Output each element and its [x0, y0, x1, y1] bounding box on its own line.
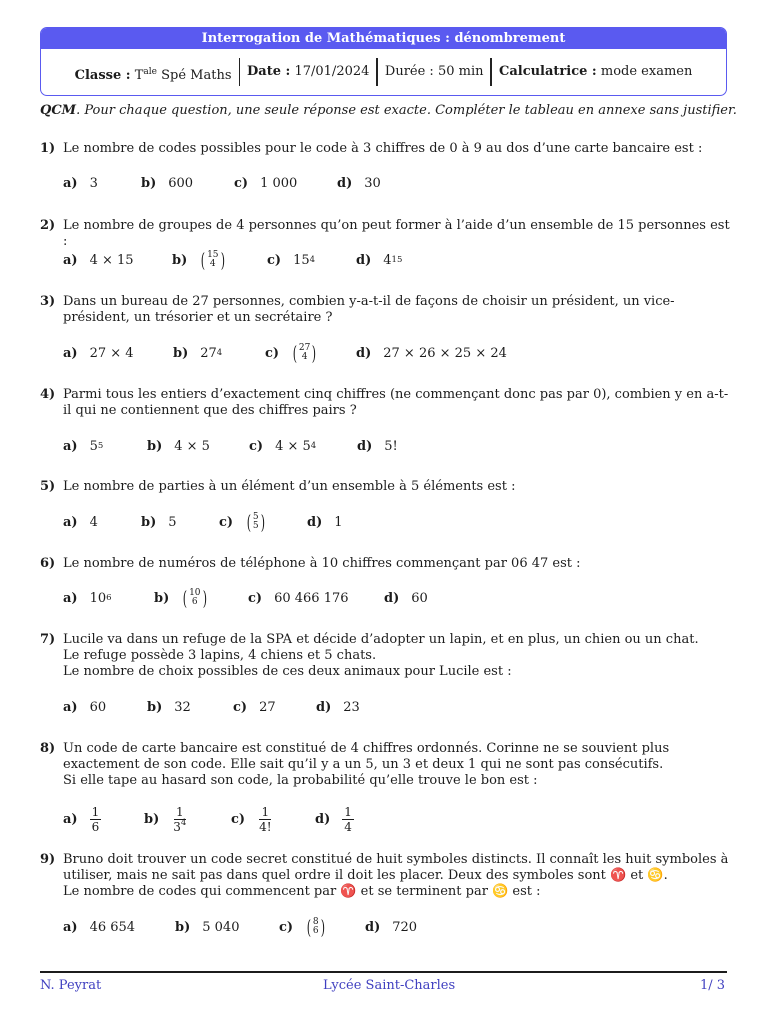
fraction [342, 805, 354, 834]
answer-label: b) [154, 590, 170, 606]
answer-a [63, 168, 98, 198]
question-stem: Le nombre de numéros de téléphone à 10 chiffres commençant par 06 47 est : [63, 556, 581, 571]
power-base: 15 [293, 252, 310, 268]
answer-b [147, 692, 191, 722]
binom-bottom: 6 [191, 597, 198, 607]
answer-value: 27 [259, 699, 276, 715]
binom-top: 27 [298, 343, 311, 353]
question-number: 4) [40, 387, 56, 402]
answer-label: a) [63, 345, 78, 361]
answer-label: b) [172, 252, 188, 268]
question-number: 5) [40, 479, 56, 494]
answer-label: a) [63, 175, 78, 191]
answer-label: b) [144, 811, 160, 827]
power-base: 4 [383, 252, 392, 268]
answer-value: 60 466 176 [274, 590, 349, 606]
answer-d [384, 583, 428, 613]
answer-value: 46 654 [89, 919, 136, 935]
answer-value: 3 [89, 175, 98, 191]
duree-value: Durée : 50 min [384, 64, 484, 79]
binomial: ( 27 4 ) [292, 341, 317, 365]
answer-value: 32 [174, 699, 191, 715]
power-exponent: 4 [180, 817, 187, 828]
stem-paragraph: Un code de carte bancaire est constitué de 4 chiffres ordonnés. Corinne ne se souvient plus exactement de son code. Elle sait qu’il y a un 5, un 3 et deux 1 qui ne sont pas consécutifs. [63, 741, 670, 772]
answer-b [141, 168, 193, 198]
question-stem [63, 632, 732, 680]
answer-c [233, 692, 276, 722]
answer-value: 27 × 4 [89, 345, 134, 361]
answer-c [249, 431, 316, 461]
power-base: 10 [89, 590, 107, 606]
answer-value: 4 15 [383, 252, 403, 268]
question-7 [40, 632, 732, 680]
answer-b [144, 801, 188, 837]
numerator: 1 [261, 804, 270, 819]
answer-label: d) [356, 345, 372, 361]
answer-value: 1 [334, 514, 343, 530]
date-cell [240, 58, 376, 86]
answer-value: 5 5 [89, 438, 104, 454]
power-base: 3 [173, 819, 181, 834]
answer-b [154, 583, 208, 613]
classe-t: T [134, 68, 144, 83]
question-number: 8) [40, 741, 56, 756]
answer-c [279, 912, 326, 942]
stem-line: Si elle tape au hasard son code, la probabilité qu’elle trouve le bon est : [63, 773, 538, 788]
binomial: ( 15 4 ) [201, 248, 225, 272]
answer-c [234, 168, 297, 198]
answer-c [248, 583, 349, 613]
answer-label: c) [265, 345, 280, 361]
answer-value: 27 4 [200, 345, 223, 361]
question-stem [63, 852, 732, 900]
answer-label: a) [63, 919, 78, 935]
question-9 [40, 852, 732, 900]
question-1 [40, 141, 732, 157]
answer-value: 4 × 5 [174, 438, 210, 454]
answer-value: 720 [392, 919, 418, 935]
answer-label: c) [279, 919, 294, 935]
footer-rule [40, 971, 727, 973]
answer-c [219, 507, 266, 537]
power-base: 27 [200, 345, 217, 361]
classe-sup: ale [143, 67, 157, 77]
duree-cell [378, 58, 491, 86]
denominator: 6 [91, 819, 100, 834]
denominator [171, 817, 188, 834]
binom-top: 15 [207, 250, 219, 260]
fraction [171, 805, 188, 834]
answer-label: c) [249, 438, 264, 454]
answer-b [173, 338, 222, 368]
answer-value: 60 [89, 699, 107, 715]
answer-d [357, 431, 398, 461]
question-number: 6) [40, 556, 56, 571]
stem-line: Lucile va dans un refuge de la SPA et décide d’adopter un lapin, et en plus, un chien ou un chat. [63, 632, 699, 647]
date-value: 17/01/2024 [294, 64, 370, 79]
question-4 [40, 387, 732, 419]
question-stem: Dans un bureau de 27 personnes, combien y-a-t-il de façons de choisir un président, un vice-président, un trésorier et un secrétaire ? [63, 294, 675, 325]
answer-b [175, 912, 239, 942]
question-6 [40, 556, 732, 572]
answer-c [265, 338, 318, 368]
answer-label: b) [147, 438, 163, 454]
answer-label: b) [173, 345, 189, 361]
footer-school: Lycée Saint-Charles [323, 978, 456, 993]
stem-line: Le refuge possède 3 lapins, 4 chiens et 5 chats. [63, 648, 377, 663]
numerator: 1 [175, 804, 184, 819]
stem-line: Le nombre de choix possibles de ces deux animaux pour Lucile est : [63, 664, 512, 679]
question-3 [40, 294, 732, 326]
answer-label: b) [175, 919, 191, 935]
binom-bottom: 6 [312, 926, 319, 936]
date-label: Date : [247, 64, 291, 79]
answer-b [172, 245, 226, 275]
answer-label: a) [63, 252, 78, 268]
answer-a [63, 583, 112, 613]
answer-a [63, 245, 134, 275]
answer-label: c) [219, 514, 234, 530]
denominator: 4 [344, 819, 352, 834]
answer-label: a) [63, 811, 78, 827]
answer-value: 4 × 5 4 [275, 438, 317, 454]
binomial: ( 5 5 ) [246, 510, 265, 534]
answer-d [356, 245, 402, 275]
question-stem: Le nombre de parties à un élément d’un ensemble à 5 éléments est : [63, 479, 516, 494]
answer-a [63, 912, 135, 942]
answer-d [307, 507, 343, 537]
answer-b [141, 507, 177, 537]
answer-label: c) [267, 252, 282, 268]
answer-d [365, 912, 417, 942]
binom-top: 10 [189, 588, 201, 598]
binom-top: 8 [312, 917, 319, 927]
numerator: 1 [344, 804, 352, 819]
answer-label: c) [233, 699, 248, 715]
answer-d [337, 168, 381, 198]
answer-value: 15 4 [293, 252, 316, 268]
answer-label: c) [234, 175, 249, 191]
answer-value: 4 [89, 514, 98, 530]
calc-label: Calculatrice : [498, 64, 597, 79]
answer-a [63, 692, 106, 722]
calc-value: mode examen [600, 64, 693, 79]
answer-a [63, 431, 103, 461]
question-stem: Le nombre de groupes de 4 personnes qu’on peut former à l’aide d’un ensemble de 15 personnes est : [63, 218, 730, 249]
answer-label: a) [63, 514, 78, 530]
question-stem [63, 741, 732, 789]
denominator: 4! [259, 819, 272, 834]
answer-label: a) [63, 438, 78, 454]
binom-bottom: 4 [301, 352, 308, 362]
question-stem: Le nombre de codes possibles pour le code à 3 chiffres de 0 à 9 au dos d’une carte bancaire est : [63, 141, 703, 156]
answer-value: 23 [343, 699, 360, 715]
product-text: 4 × 5 [275, 438, 311, 454]
binomial: ( 8 6 ) [306, 915, 325, 939]
stem-paragraph: Bruno doit trouver un code secret constitué de huit symboles distincts. Il connaît les huit symboles à utiliser, mais ne sait pas dans quel ordre il doit les placer. Deux des symboles sont ♈ et ♋. [63, 852, 729, 883]
answer-value: 4 × 15 [89, 252, 134, 268]
answer-label: c) [231, 811, 246, 827]
answer-a [63, 507, 98, 537]
binom-bottom: 5 [252, 521, 259, 531]
stem-line: Le nombre de codes qui commencent par ♈ et se terminent par ♋ est : [63, 884, 541, 899]
answer-value: 5! [384, 438, 398, 454]
power-base: 5 [89, 438, 98, 454]
answer-label: c) [248, 590, 263, 606]
binomial: ( 10 6 ) [183, 586, 207, 610]
classe-cell [68, 58, 239, 86]
fraction [257, 805, 273, 834]
calc-cell [492, 58, 699, 86]
answer-label: d) [357, 438, 373, 454]
header-info-row [41, 49, 726, 95]
answer-label: b) [141, 175, 157, 191]
answer-d [315, 801, 354, 837]
question-5 [40, 479, 732, 495]
question-number: 7) [40, 632, 56, 647]
answer-label: d) [307, 514, 323, 530]
classe-label: Classe : [74, 68, 131, 83]
qcm-label: QCM [40, 103, 77, 118]
answer-value: 5 [168, 514, 177, 530]
answer-label: a) [63, 699, 78, 715]
footer-page-number: 1/ 3 [700, 978, 726, 993]
answer-label: b) [141, 514, 157, 530]
answer-d [356, 338, 507, 368]
answer-c [231, 801, 274, 837]
question-number: 2) [40, 218, 56, 233]
qcm-text: . Pour chaque question, une seule réponse est exacte. Compléter le tableau en annexe sans justifier. [76, 103, 737, 118]
answer-value: 600 [168, 175, 194, 191]
binom-bottom: 4 [209, 259, 216, 269]
answer-label: a) [63, 590, 78, 606]
answer-b [147, 431, 210, 461]
answer-label: d) [337, 175, 353, 191]
footer-author: N. Peyrat [40, 978, 102, 993]
answer-d [316, 692, 360, 722]
answer-value: 60 [411, 590, 428, 606]
answer-label: d) [384, 590, 400, 606]
question-stem: Parmi tous les entiers d’exactement cinq chiffres (ne commençant donc pas par 0), combien y en a-t-il qui ne contiennent que des chiffres pairs ? [63, 387, 729, 418]
answer-c [267, 245, 315, 275]
qcm-instructions [40, 103, 737, 118]
answer-label: b) [147, 699, 163, 715]
document-title: Interrogation de Mathématiques : dénombrement [41, 28, 726, 49]
header-box [40, 27, 727, 96]
question-number: 1) [40, 141, 56, 156]
answer-a [63, 338, 134, 368]
answer-value: 30 [364, 175, 381, 191]
answer-label: d) [315, 811, 331, 827]
answer-value: 27 × 26 × 25 × 24 [383, 345, 507, 361]
question-number: 9) [40, 852, 56, 867]
classe-rest: Spé Maths [161, 68, 232, 83]
answer-value: 10 6 [89, 590, 112, 606]
numerator: 1 [91, 804, 100, 819]
question-number: 3) [40, 294, 56, 309]
fraction [90, 805, 102, 834]
answer-label: d) [365, 919, 381, 935]
answer-label: d) [316, 699, 332, 715]
answer-value: 5 040 [202, 919, 240, 935]
answer-value: 1 000 [260, 175, 298, 191]
question-8 [40, 741, 732, 789]
answer-a [63, 801, 101, 837]
answer-label: d) [356, 252, 372, 268]
binom-top: 5 [252, 512, 259, 522]
